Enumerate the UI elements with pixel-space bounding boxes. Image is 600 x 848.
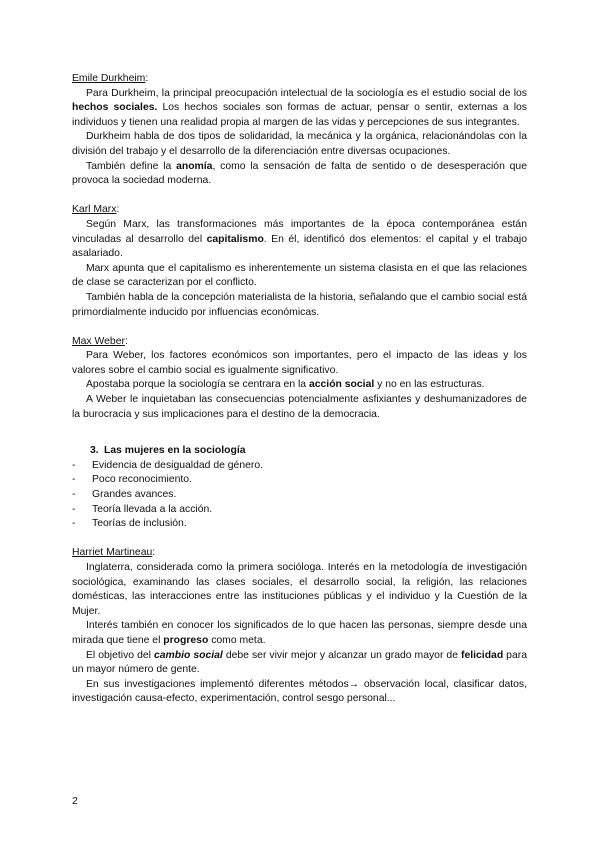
martineau-paragraph-4: En sus investigaciones implementó diferentes métodos→ observación local, clasificar datos, investigación causa-efecto, experimentación, control sesgo personal... [72, 678, 527, 705]
weber-heading: Max Weber [72, 335, 125, 347]
women-list [72, 459, 527, 532]
weber-heading-line: Max Weber: [72, 335, 128, 347]
list-item: - Poco reconocimiento. [72, 474, 192, 486]
weber-section [72, 335, 527, 423]
women-section [72, 444, 527, 532]
list-item: - Evidencia de desigualdad de género. [72, 459, 263, 471]
martineau-paragraph-3: El objetivo del cambio social debe ser vivir mejor y alcanzar un grado mayor de felicidad para un mayor número de gente. [72, 649, 527, 676]
marx-paragraph-3: También habla de la concepción materialista de la historia, señalando que el cambio social está primordialmente inducido por influencias económicas. [72, 291, 527, 318]
marx-heading: Karl Marx [72, 204, 117, 216]
marx-paragraph-2: Marx apunta que el capitalismo es inherentemente un sistema clasista en el que las relaciones de clase se caracterizan por el conflicto. [72, 262, 527, 289]
martineau-paragraph-1: Inglaterra, considerada como la primera socióloga. Interés en la metodología de investigación sociológica, examinando las clases sociales, el desarrollo social, la religión, las relaciones domésticas, las interacciones entre las instituciones públicas y el individuo y la Cuestión de la Mujer. [72, 562, 527, 617]
durkheim-heading-line: Emile Durkheim: [72, 73, 149, 84]
weber-paragraph-2: Apostaba porque la sociología se centrara en la acción social y no en las estructuras. [86, 379, 485, 391]
martineau-paragraph-2: Interés también en conocer los significados de lo que hacen las personas, siempre desde una mirada que tiene el progreso como meta. [72, 620, 527, 646]
durkheim-heading: Emile Durkheim [72, 73, 146, 84]
durkheim-section [72, 72, 527, 189]
durkheim-paragraph-1: Para Durkheim, la principal preocupación intelectual de la sociología es el estudio social de los hechos sociales. Los hechos sociales son formas de actuar, pensar o sentir, externas a los individuos y tienen una realidad propia al margen de las vidas y percepciones de sus integrantes. [72, 87, 527, 128]
list-item: - Grandes avances. [72, 489, 177, 501]
marx-section [72, 203, 527, 320]
marx-paragraph-1: Según Marx, las transformaciones más importantes de la época contemporánea están vinculadas al desarrollo del capitalismo. En él, identificó dos elementos: el capital y el trabajo asalariado. [72, 218, 527, 260]
durkheim-paragraph-2: Durkheim habla de dos tipos de solidaridad, la mecánica y la orgánica, relacionándolas con la división del trabajo y el desarrollo de la diferenciación entre diversas ocupaciones. [72, 131, 527, 157]
weber-paragraph-1: Para Weber, los factores económicos son importantes, pero el impacto de las ideas y los valores sobre el cambio social es igualmente significativo. [72, 350, 527, 376]
martineau-heading-line: Harriet Martineau: [72, 547, 156, 559]
page-number: 2 [72, 796, 78, 807]
marx-heading-line: Karl Marx: [72, 204, 120, 216]
durkheim-paragraph-3: También define la anomía, como la sensación de falta de sentido o de desesperación que provoca la sociedad moderna. [72, 160, 527, 187]
document-page [72, 72, 527, 707]
section-3-title: 3. Las mujeres en la sociología [90, 445, 246, 457]
weber-paragraph-3: A Weber le inquietaban las consecuencias potencialmente asfixiantes y deshumanizadores de la burocracia y sus implicaciones para el destino de la democracia. [72, 394, 527, 420]
martineau-section [72, 546, 527, 707]
list-item: - Teoría llevada a la acción. [72, 503, 213, 515]
list-item: - Teorías de inclusión. [72, 518, 187, 530]
martineau-heading: Harriet Martineau [72, 547, 153, 559]
